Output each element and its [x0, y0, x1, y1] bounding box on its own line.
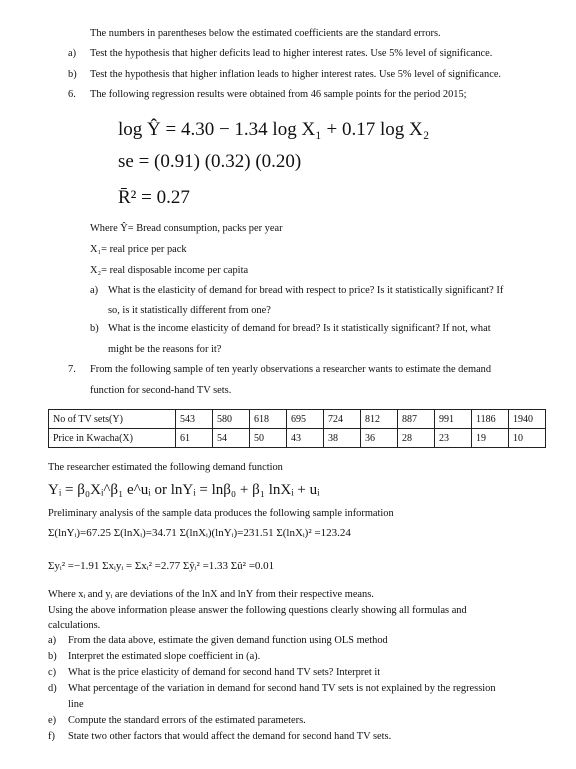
q7c-text: What is the price elasticity of demand for second hand TV sets? Interpret it: [68, 667, 381, 678]
table-cell: 887: [398, 410, 435, 429]
table-cell: 50: [250, 429, 287, 448]
q7a-text: From the data above, estimate the given demand function using OLS method: [68, 635, 388, 646]
q6b-line2: might be the reasons for it?: [108, 344, 222, 355]
def-x1: X₁= real price per pack: [90, 244, 187, 255]
table-cell: 10: [509, 429, 546, 448]
table-cell: 695: [287, 410, 324, 429]
q7-sums1: Σ(lnYᵢ)=67.25 Σ(lnXᵢ)=34.71 Σ(lnXᵢ)(lnYᵢ)=231.51 Σ(lnXᵢ)² =123.24: [48, 527, 351, 539]
table-cell: 1186: [472, 410, 509, 429]
q7e-label: e): [48, 715, 57, 726]
q6-label: 6.: [68, 89, 76, 100]
q5a-label: a): [68, 48, 77, 59]
q7-using2: calculations.: [48, 620, 101, 631]
q5b-label: b): [68, 69, 77, 80]
table-cell: 61: [176, 429, 213, 448]
table-cell: 580: [213, 410, 250, 429]
table-row-label: Price in Kwacha(X): [49, 429, 176, 448]
q5a-text: Test the hypothesis that higher deficits lead to higher interest rates. Use 5% level of significance.: [90, 48, 493, 59]
q7d-text: What percentage of the variation in demand for second hand TV sets is not explained by the regression: [68, 683, 496, 694]
table-cell: 991: [435, 410, 472, 429]
q7d-label: d): [48, 683, 57, 694]
q7-estimated: The researcher estimated the following demand function: [48, 462, 283, 473]
q7-line1: From the following sample of ten yearly observations a researcher wants to estimate the demand: [90, 364, 492, 375]
q7-model: Yᵢ = β₀Xᵢ^β₁ e^uᵢ or lnYᵢ = lnβ₀ + β₁ lnXᵢ + uᵢ: [48, 482, 320, 498]
q7-sums2: Σyᵢ² =−1.91 Σxᵢyᵢ = Σxᵢ² =2.77 Σŷᵢ² =1.33 Σû² =0.01: [48, 560, 275, 572]
table-cell: 38: [324, 429, 361, 448]
table-cell: 43: [287, 429, 324, 448]
q7-using1: Using the above information please answer the following questions clearly showing all formulas and: [48, 605, 467, 616]
eq6-line1: log Ŷ = 4.30 − 1.34 log X₁ + 0.17 log X₂: [118, 119, 430, 140]
tv-data-table: [48, 409, 546, 448]
q7c-label: c): [48, 667, 57, 678]
q6-text: The following regression results were obtained from 46 sample points for the period 2015;: [90, 89, 467, 100]
table-row: [49, 410, 546, 429]
q7d-cont: line: [68, 699, 84, 710]
intro-text: The numbers in parentheses below the estimated coefficients are the standard errors.: [90, 28, 441, 39]
table-cell: 1940: [509, 410, 546, 429]
q7f-text: State two other factors that would affect the demand for second hand TV sets.: [68, 731, 392, 742]
q6a-label: a): [90, 285, 99, 296]
q6a-line2: so, is it statistically different from one?: [108, 305, 271, 316]
q5b-text: Test the hypothesis that higher inflation leads to higher interest rates. Use 5% level of significance.: [90, 69, 502, 80]
table-cell: 618: [250, 410, 287, 429]
q7e-text: Compute the standard errors of the estimated parameters.: [68, 715, 306, 726]
table-cell: 543: [176, 410, 213, 429]
q7a-label: a): [48, 635, 57, 646]
q6b-line1: What is the income elasticity of demand for bread? Is it statistically significant? If not, what: [108, 323, 491, 334]
q7b-label: b): [48, 651, 57, 662]
q7-label: 7.: [68, 364, 76, 375]
q7-prelim: Preliminary analysis of the sample data produces the following sample information: [48, 508, 394, 519]
def-where: Where Ŷ= Bread consumption, packs per year: [90, 223, 283, 234]
table-row: [49, 429, 546, 448]
q7-where: Where xᵢ and yᵢ are deviations of the lnX and lnY from their respective means.: [48, 589, 374, 600]
q7b-text: Interpret the estimated slope coefficient in (a).: [68, 651, 261, 662]
eq6-line3: R̄² = 0.27: [118, 187, 190, 208]
table-cell: 54: [213, 429, 250, 448]
table-cell: 19: [472, 429, 509, 448]
table-cell: 724: [324, 410, 361, 429]
table-cell: 812: [361, 410, 398, 429]
table-row-label: No of TV sets(Y): [49, 410, 176, 429]
table-cell: 23: [435, 429, 472, 448]
q6b-label: b): [90, 323, 99, 334]
def-x2: X₂= real disposable income per capita: [90, 265, 249, 276]
q6a-line1: What is the elasticity of demand for bread with respect to price? Is it statistically significant? If: [108, 285, 504, 296]
q7-line2: function for second-hand TV sets.: [90, 385, 232, 396]
eq6-line2: se = (0.91) (0.32) (0.20): [118, 151, 302, 172]
q7f-label: f): [48, 731, 55, 742]
table-cell: 28: [398, 429, 435, 448]
table-cell: 36: [361, 429, 398, 448]
